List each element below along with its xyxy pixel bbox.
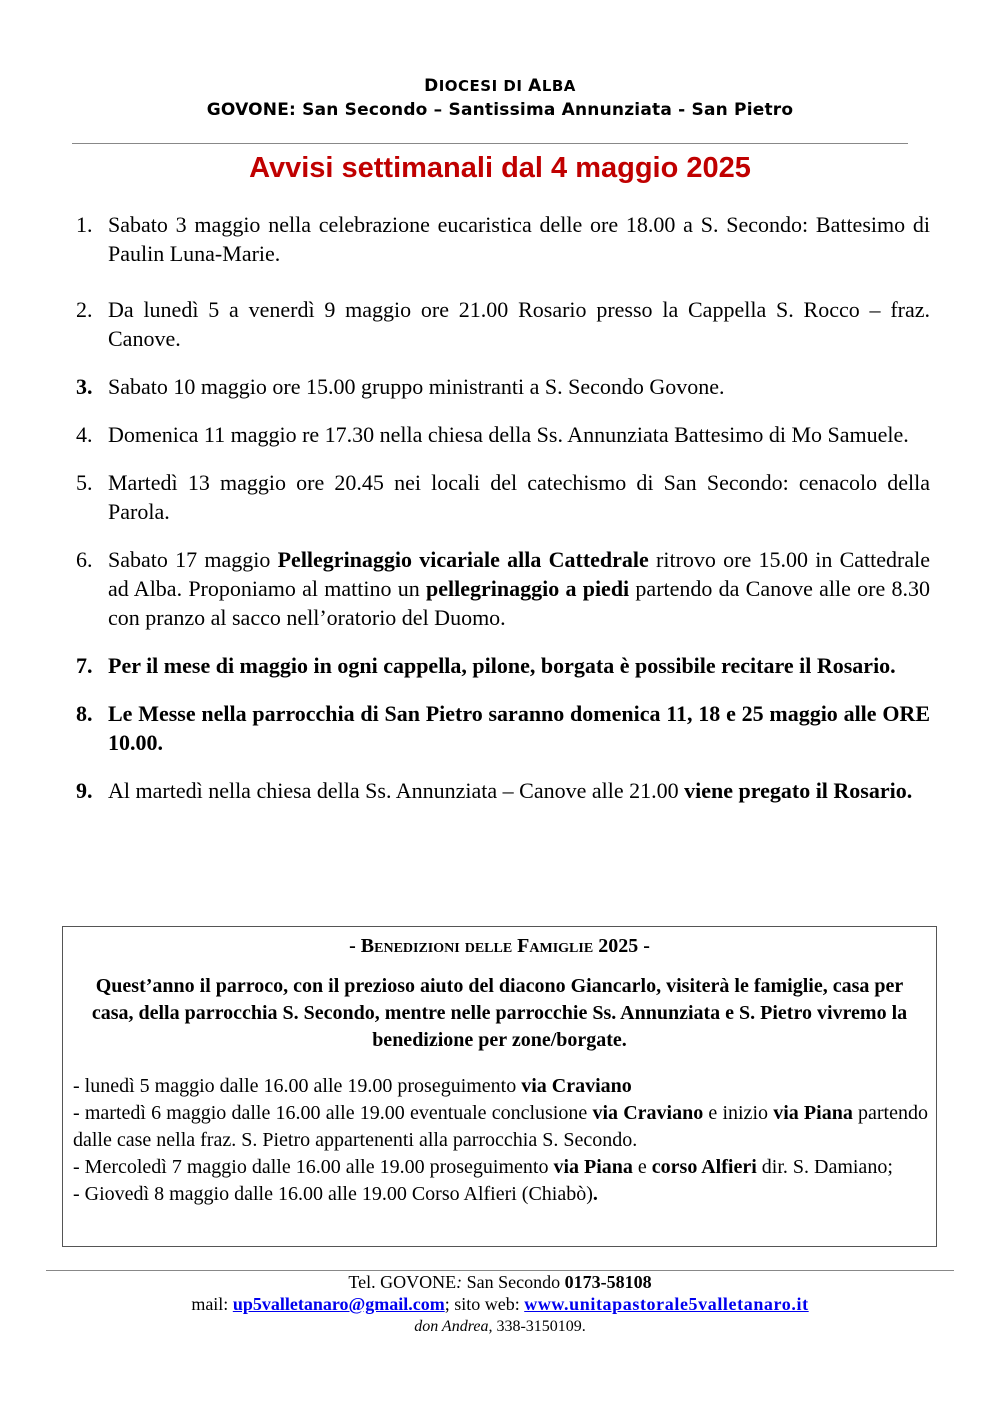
website-link[interactable]: www.unitapastorale5valletanaro.it	[524, 1294, 809, 1314]
notice-text: Per il mese di maggio in ogni cappella, pilone, borgata è possibile recitare il Rosario.	[108, 653, 896, 678]
notice-text: Domenica 11 maggio re 17.30 nella chiesa della Ss. Annunziata Battesimo di Mo Samuele.	[108, 422, 909, 447]
notice-item	[72, 651, 930, 680]
notice-item	[72, 372, 930, 401]
blessings-title: - Benedizioni delle Famiglie 2025 -	[349, 935, 650, 957]
notice-item	[72, 420, 930, 449]
notice-number: 8.	[76, 701, 93, 726]
diocese-name: DIOCESI DI ALBA	[424, 76, 576, 96]
notice-text: Sabato 17 maggio Pellegrinaggio vicariale alla Cattedrale ritrovo ore 15.00 in Cattedrale ad Alba. Proponiamo al mattino un pellegrinaggio a piedi partendo da Canove alle ore 8.30 con pranzo al sacco nell’oratorio del Duomo.	[108, 547, 930, 630]
notice-number: 9.	[76, 778, 93, 803]
footer-divider	[46, 1270, 954, 1271]
notice-text: Le Messe nella parrocchia di San Pietro saranno domenica 11, 18 e 25 maggio alle ORE 10.00.	[108, 701, 930, 755]
notices-list	[72, 210, 930, 805]
notice-item	[72, 468, 930, 526]
notice-text: Al martedì nella chiesa della Ss. Annunziata – Canove alle 21.00 viene pregato il Rosario.	[108, 778, 913, 803]
notice-number: 2.	[76, 297, 93, 322]
blessings-schedule	[73, 1073, 928, 1208]
email-link[interactable]: up5valletanaro@gmail.com	[232, 1294, 445, 1314]
blessings-box	[62, 926, 937, 1247]
schedule-line: - Mercoledì 7 maggio dalle 16.00 alle 19.00 proseguimento via Piana e corso Alfieri dir. S. Damiano;	[73, 1156, 893, 1178]
notice-text: Martedì 13 maggio ore 20.45 nei locali del catechismo di San Secondo: cenacolo della Parola.	[108, 470, 930, 524]
page-title: Avvisi settimanali dal 4 maggio 2025	[249, 152, 751, 184]
header-divider	[72, 143, 908, 144]
schedule-line: - martedì 6 maggio dalle 16.00 alle 19.00 eventuale conclusione via Craviano e inizio via Piana partendo dalle case nella fraz. S. Pietro appartenenti alla parrocchia S. Secondo.	[73, 1102, 928, 1151]
notice-text: Sabato 3 maggio nella celebrazione eucaristica delle ore 18.00 a S. Secondo: Battesimo di Paulin Luna-Marie.	[108, 212, 930, 266]
notice-text: Sabato 10 maggio ore 15.00 gruppo ministranti a S. Secondo Govone.	[108, 374, 725, 399]
notice-item	[72, 545, 930, 632]
notice-number: 4.	[76, 422, 93, 447]
schedule-line: - Giovedì 8 maggio dalle 16.00 alle 19.00 Corso Alfieri (Chiabò).	[73, 1183, 598, 1205]
notice-item	[72, 295, 930, 353]
footer-contact-line: mail: up5valletanaro@gmail.com; sito web: www.unitapastorale5valletanaro.it	[191, 1294, 809, 1314]
notice-number: 6.	[76, 547, 93, 572]
blessings-intro: Quest’anno il parroco, con il prezioso aiuto del diacono Giancarlo, visiterà le famiglie, casa per casa, della parrocchia S. Secondo, mentre nelle parrocchie Ss. Annunziata e S. Pietro vivremo la benedizione per zone/borgate.	[91, 975, 908, 1051]
notice-item	[72, 210, 930, 268]
notice-number: 7.	[76, 653, 93, 678]
parishes-line: GOVONE: San Secondo – Santissima Annunziata - San Pietro	[206, 100, 794, 120]
notice-item	[72, 776, 930, 805]
notice-number: 3.	[76, 374, 93, 399]
notice-item	[72, 699, 930, 757]
schedule-line: - lunedì 5 maggio dalle 16.00 alle 19.00 proseguimento via Craviano	[73, 1075, 632, 1097]
notice-number: 1.	[76, 212, 93, 237]
notice-text: Da lunedì 5 a venerdì 9 maggio ore 21.00 Rosario presso la Cappella S. Rocco – fraz. Canove.	[108, 297, 930, 351]
footer-phone-line: Tel. GOVONE: San Secondo 0173-58108	[348, 1272, 652, 1292]
footer-priest-line: don Andrea, 338-3150109.	[414, 1318, 586, 1335]
notice-number: 5.	[76, 470, 93, 495]
